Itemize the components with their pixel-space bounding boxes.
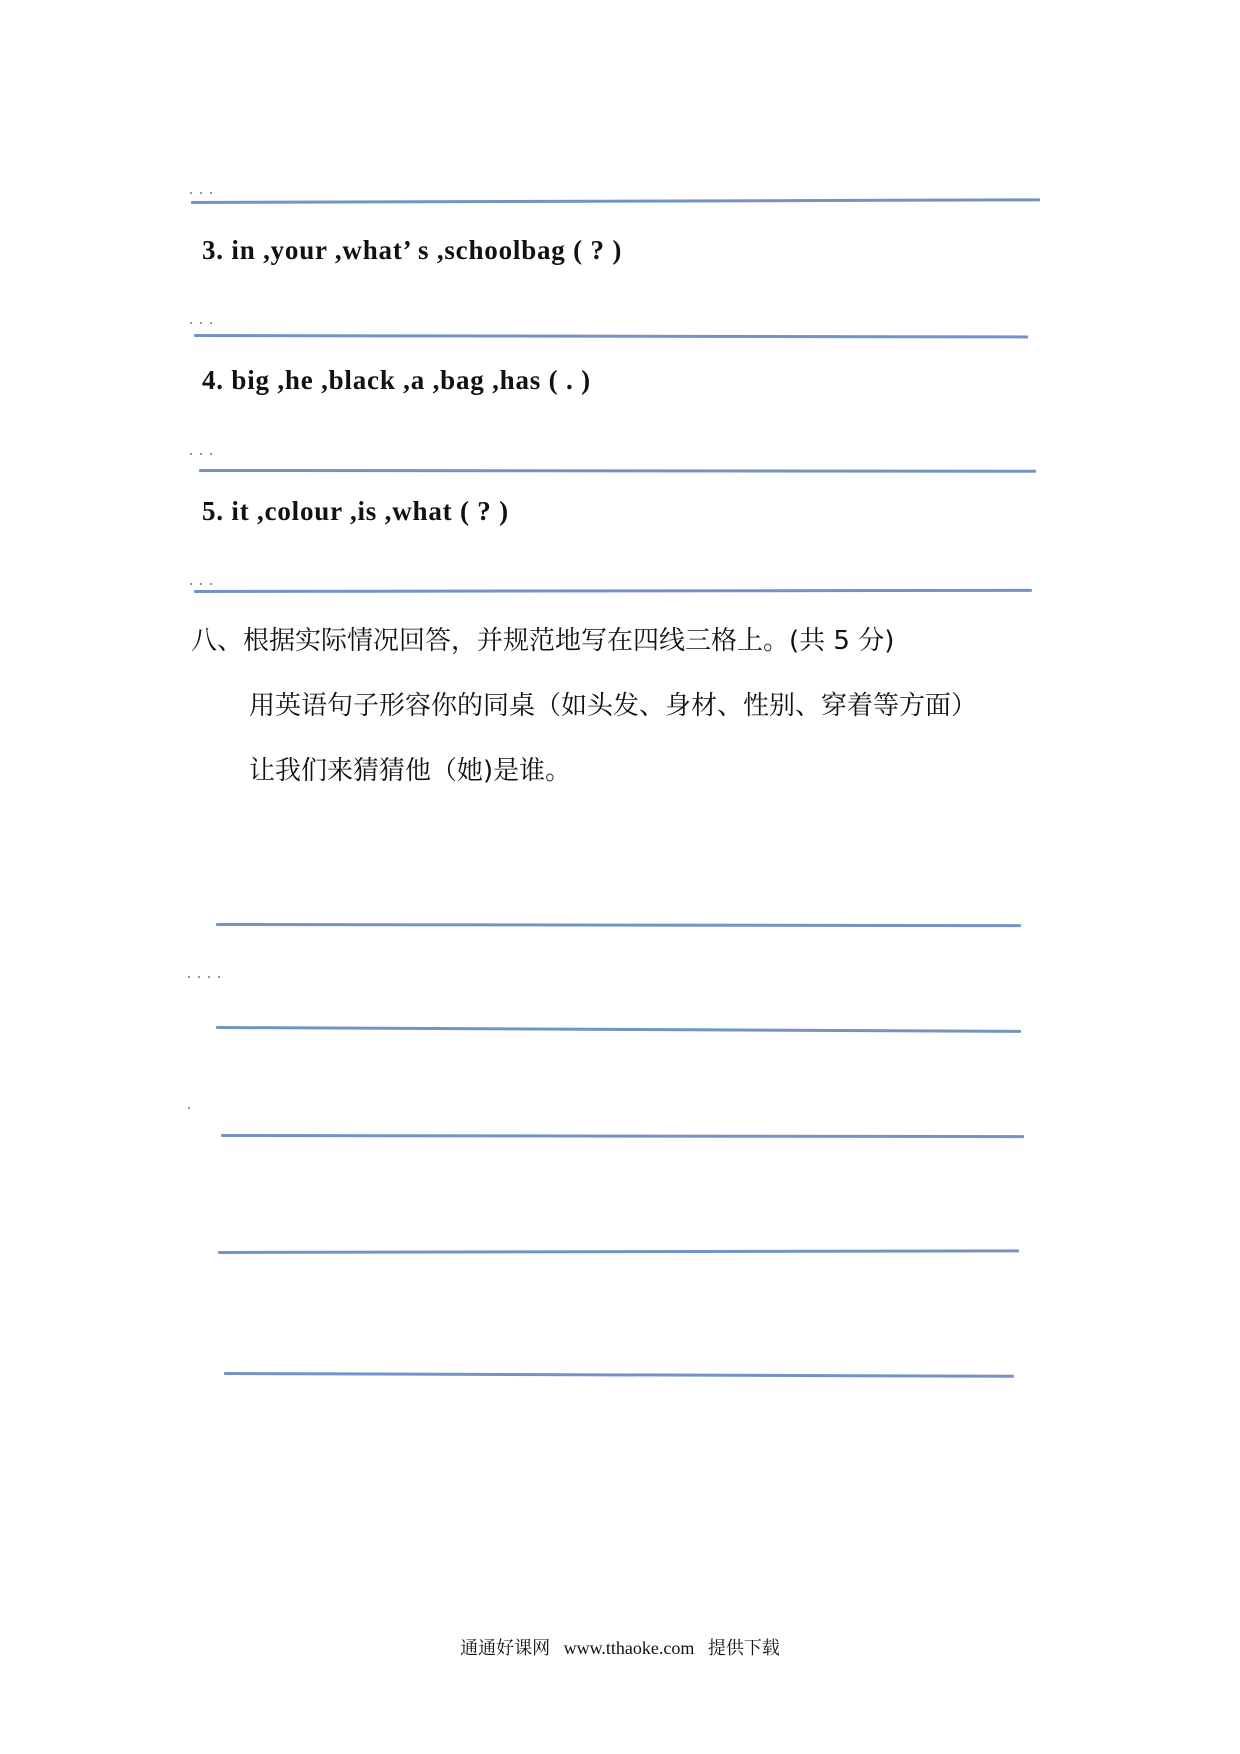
answer-line xyxy=(191,198,1040,204)
answer-line-q3 xyxy=(194,334,1028,338)
dot-marks xyxy=(190,322,212,326)
dot-marks xyxy=(190,192,212,196)
dot-marks xyxy=(190,583,212,587)
answer-line-q5 xyxy=(194,589,1032,593)
writing-line-5 xyxy=(224,1372,1014,1378)
writing-line-3 xyxy=(221,1134,1024,1138)
dot-marks xyxy=(190,453,212,457)
section-8-heading: 八、根据实际情况回答，并规范地写在四线三格上。(共 5 分) xyxy=(191,626,895,656)
question-5: 5. it ,colour ,is ,what ( ? ) xyxy=(202,496,509,526)
answer-line-q4 xyxy=(199,469,1036,473)
writing-line-1 xyxy=(216,923,1021,927)
footer-source: 通通好课网 www.tthaoke.com 提供下载 xyxy=(460,1638,780,1658)
dot-marks xyxy=(188,1107,190,1111)
writing-line-2 xyxy=(216,1026,1021,1033)
writing-line-4 xyxy=(218,1249,1019,1254)
question-4: 4. big ,he ,black ,a ,bag ,has ( . ) xyxy=(202,365,591,395)
section-8-instruction-1: 用英语句子形容你的同桌（如头发、身材、性别、穿着等方面） xyxy=(249,691,978,721)
question-3: 3. in ,your ,what’ s ,schoolbag ( ? ) xyxy=(202,235,623,265)
section-8-instruction-2: 让我们来猜猜他（她)是谁。 xyxy=(249,756,572,786)
dot-marks xyxy=(188,976,220,980)
